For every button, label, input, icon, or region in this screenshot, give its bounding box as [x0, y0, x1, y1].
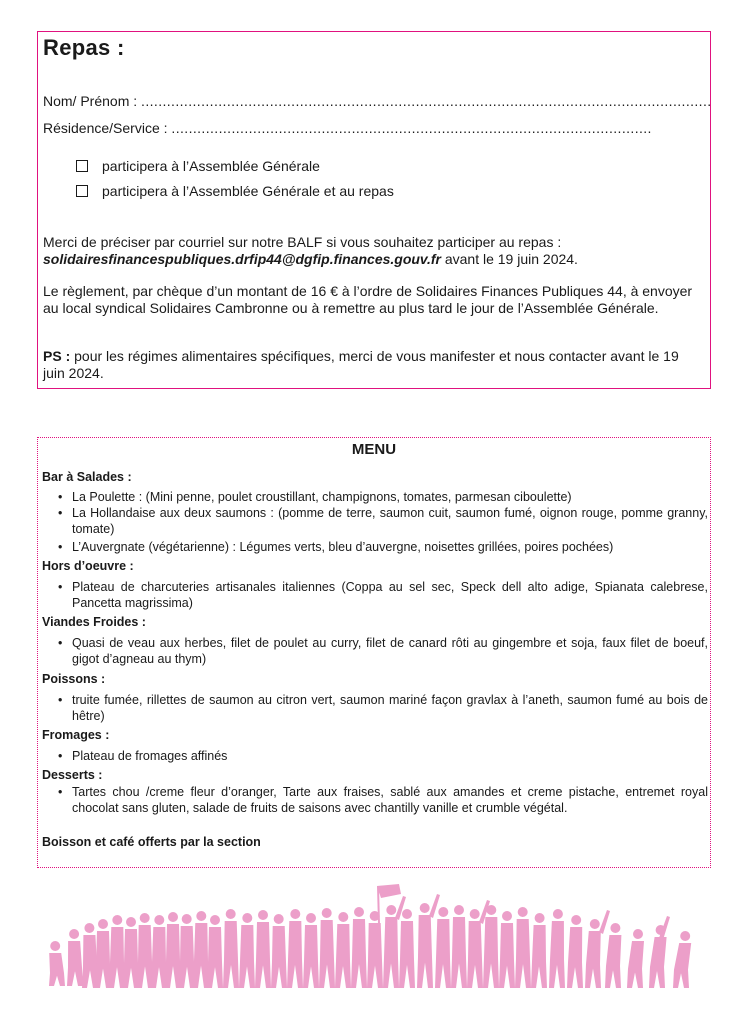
crowd-figure-body: [649, 937, 667, 988]
crowd-figure-body: [627, 941, 644, 988]
crowd-figure-head: [258, 910, 268, 920]
menu-item: • L’Auvergnate (végétarienne) : Légumes verts, bleu d’auvergne, noisettes grillées, poires pochées): [72, 539, 708, 555]
option-ag: [76, 158, 320, 174]
residence-label: Résidence/Service :: [43, 120, 172, 136]
crowd-figure-body: [207, 927, 223, 988]
menu-item: • truite fumée, rillettes de saumon au citron vert, saumon mariné façon gravlax à l’aneth, saumon fumé au bois de hêtre): [72, 692, 708, 724]
section-fromages: Fromages :: [42, 728, 110, 742]
marching-crowd-illustration: [35, 884, 715, 1004]
crowd-figure-body: [67, 941, 83, 986]
crowd-figure-head: [322, 908, 332, 918]
crowd-figure-body: [271, 926, 287, 988]
ps-label: PS :: [43, 348, 71, 364]
merci-text: Merci de préciser par courriel sur notre BALF si vous souhaitez participer au repas :: [43, 234, 562, 250]
crowd-figure-head: [680, 931, 690, 941]
crowd-figure-head: [69, 929, 79, 939]
crowd-figure-body: [605, 935, 621, 988]
option-ag-repas: [76, 183, 394, 199]
menu-title: MENU: [351, 441, 397, 458]
crowd-figure-head: [274, 914, 284, 924]
crowd-figure-head: [354, 907, 364, 917]
crowd-figure-head: [553, 909, 563, 919]
menu-item: • Tartes chou /creme fleur d’oranger, Tarte aux fraises, sablé aux amandes et creme pistache, entremet royal chocolat sans gluten, salade de fruits de saisons avec chantilly vanille et crumble végétal.: [72, 784, 708, 816]
menu-item: • Plateau de fromages affinés: [72, 748, 708, 764]
repas-form-box: [37, 31, 711, 389]
section-poissons: Poissons :: [42, 672, 106, 686]
menu-item: • La Hollandaise aux deux saumons : (pomme de terre, saumon cuit, saumon fumé, oignon rouge, pomme granny, tomate): [72, 505, 708, 537]
crowd-figure-body: [109, 927, 125, 988]
crowd-figure-body: [165, 924, 181, 988]
contact-email: solidairesfinancespubliques.drfip44@dgfip.finances.gouv.fr: [43, 251, 441, 267]
section-bar-salades: Bar à Salades :: [42, 470, 132, 484]
crowd-raised-arm: [429, 894, 440, 918]
crowd-figure-body: [303, 925, 319, 988]
crowd-figure-head: [386, 905, 396, 915]
crowd-figure-body: [95, 931, 111, 988]
crowd-figure-body: [223, 921, 239, 988]
section-viandes-froides: Viandes Froides :: [42, 615, 146, 629]
crowd-figure-body: [483, 917, 499, 988]
crowd-figure-body: [49, 953, 65, 986]
crowd-figure-head: [590, 919, 600, 929]
option-ag-label: participera à l’Assemblée Générale: [102, 158, 320, 174]
email-deadline: avant le 19 juin 2024.: [440, 251, 578, 267]
nom-label: Nom/ Prénom :: [43, 93, 142, 109]
crowd-figure-body: [515, 919, 531, 988]
boisson-cafe-note: Boisson et café offerts par la section: [42, 835, 261, 849]
crowd-figure-head: [168, 912, 178, 922]
residence-dots: ................................................................................................................: [171, 120, 652, 136]
menu-item: • Plateau de charcuteries artisanales italiennes (Coppa au sel sec, Speck dell alto adige, Spianata calebrese, Pancetta magrissima): [72, 579, 708, 611]
menu-item: • Quasi de veau aux herbes, filet de poulet au curry, filet de canard rôti au gingembre et soja, faux filet de boeuf, gigot d’agneau au thym): [72, 635, 708, 667]
crowd-figure-body: [399, 921, 415, 988]
ps-paragraph: [43, 348, 703, 382]
crowd-figure-head: [50, 941, 60, 951]
crowd-figure-body: [151, 927, 167, 988]
section-hors-doeuvre: Hors d’oeuvre :: [42, 559, 134, 573]
crowd-figure-body: [367, 923, 383, 988]
section-desserts: Desserts :: [42, 768, 103, 782]
crowd-figure-head: [112, 915, 122, 925]
crowd-figure-head: [571, 915, 581, 925]
crowd-figure-body: [499, 923, 515, 988]
menu-item: • La Poulette : (Mini penne, poulet croustillant, champignons, tomates, parmesan ciboulette): [72, 489, 708, 505]
crowd-figure-head: [210, 915, 220, 925]
crowd-figure-head: [470, 909, 480, 919]
crowd-figure-head: [154, 915, 164, 925]
crowd-figure-head: [290, 909, 300, 919]
crowd-figure-body: [585, 931, 601, 988]
crowd-raised-arm: [599, 910, 610, 934]
crowd-figure-head: [84, 923, 94, 933]
menu-box: [37, 437, 711, 868]
crowd-figure-head: [633, 929, 643, 939]
checkbox-ag-repas[interactable]: [76, 185, 88, 197]
crowd-figure-head: [98, 919, 108, 929]
crowd-figures: [49, 884, 691, 988]
crowd-figure-body: [239, 925, 255, 988]
checkbox-ag[interactable]: [76, 160, 88, 172]
residence-service-line: [43, 120, 652, 136]
crowd-figure-head: [140, 913, 150, 923]
nom-prenom-line: [43, 93, 712, 109]
crowd-figure-body: [123, 929, 139, 988]
crowd-figure-body: [451, 917, 467, 988]
crowd-figure-head: [438, 907, 448, 917]
crowd-figure-body: [351, 919, 367, 988]
crowd-figure-body: [417, 915, 433, 988]
crowd-figure-body: [179, 926, 195, 988]
crowd-figure-body: [335, 924, 351, 988]
crowd-figure-head: [338, 912, 348, 922]
crowd-figure-head: [535, 913, 545, 923]
merci-paragraph: [43, 234, 703, 268]
crowd-figure-head: [610, 923, 620, 933]
repas-title: Repas :: [43, 35, 125, 60]
crowd-figure-head: [518, 907, 528, 917]
crowd-figure-head: [454, 905, 464, 915]
crowd-figure-head: [182, 914, 192, 924]
option-ag-repas-label: participera à l’Assemblée Générale et au repas: [102, 183, 394, 199]
crowd-figure-body: [567, 927, 583, 988]
crowd-figure-body: [549, 921, 565, 988]
crowd-figure-body: [531, 925, 547, 988]
crowd-figure-body: [193, 923, 209, 988]
crowd-figure-body: [383, 917, 399, 988]
crowd-figure-body: [255, 922, 271, 988]
crowd-figure-head: [420, 903, 430, 913]
ps-text: pour les régimes alimentaires spécifiques, merci de vous manifester et nous contacter avant le 19 juin 2024.: [43, 348, 679, 381]
crowd-figure-body: [673, 943, 691, 988]
crowd-figure-head: [502, 911, 512, 921]
crowd-figure-head: [196, 911, 206, 921]
crowd-figure-head: [402, 909, 412, 919]
crowd-figure-head: [242, 913, 252, 923]
crowd-figure-body: [467, 921, 483, 988]
crowd-figure-body: [319, 920, 335, 988]
crowd-figure-body: [287, 921, 303, 988]
crowd-figure-head: [306, 913, 316, 923]
crowd-figure-body: [435, 919, 451, 988]
nom-dots: .....................................................................................................................................: [141, 93, 712, 109]
crowd-figure-body: [137, 925, 153, 988]
crowd-figure-head: [126, 917, 136, 927]
crowd-figure-head: [226, 909, 236, 919]
reglement-paragraph: Le règlement, par chèque d’un montant de 16 € à l’ordre de Solidaires Finances Publiques 44, à envoyer au local syndical Solidaires Cambronne ou à remettre au plus tard le jour de l’Assemblée Générale.: [43, 283, 693, 316]
